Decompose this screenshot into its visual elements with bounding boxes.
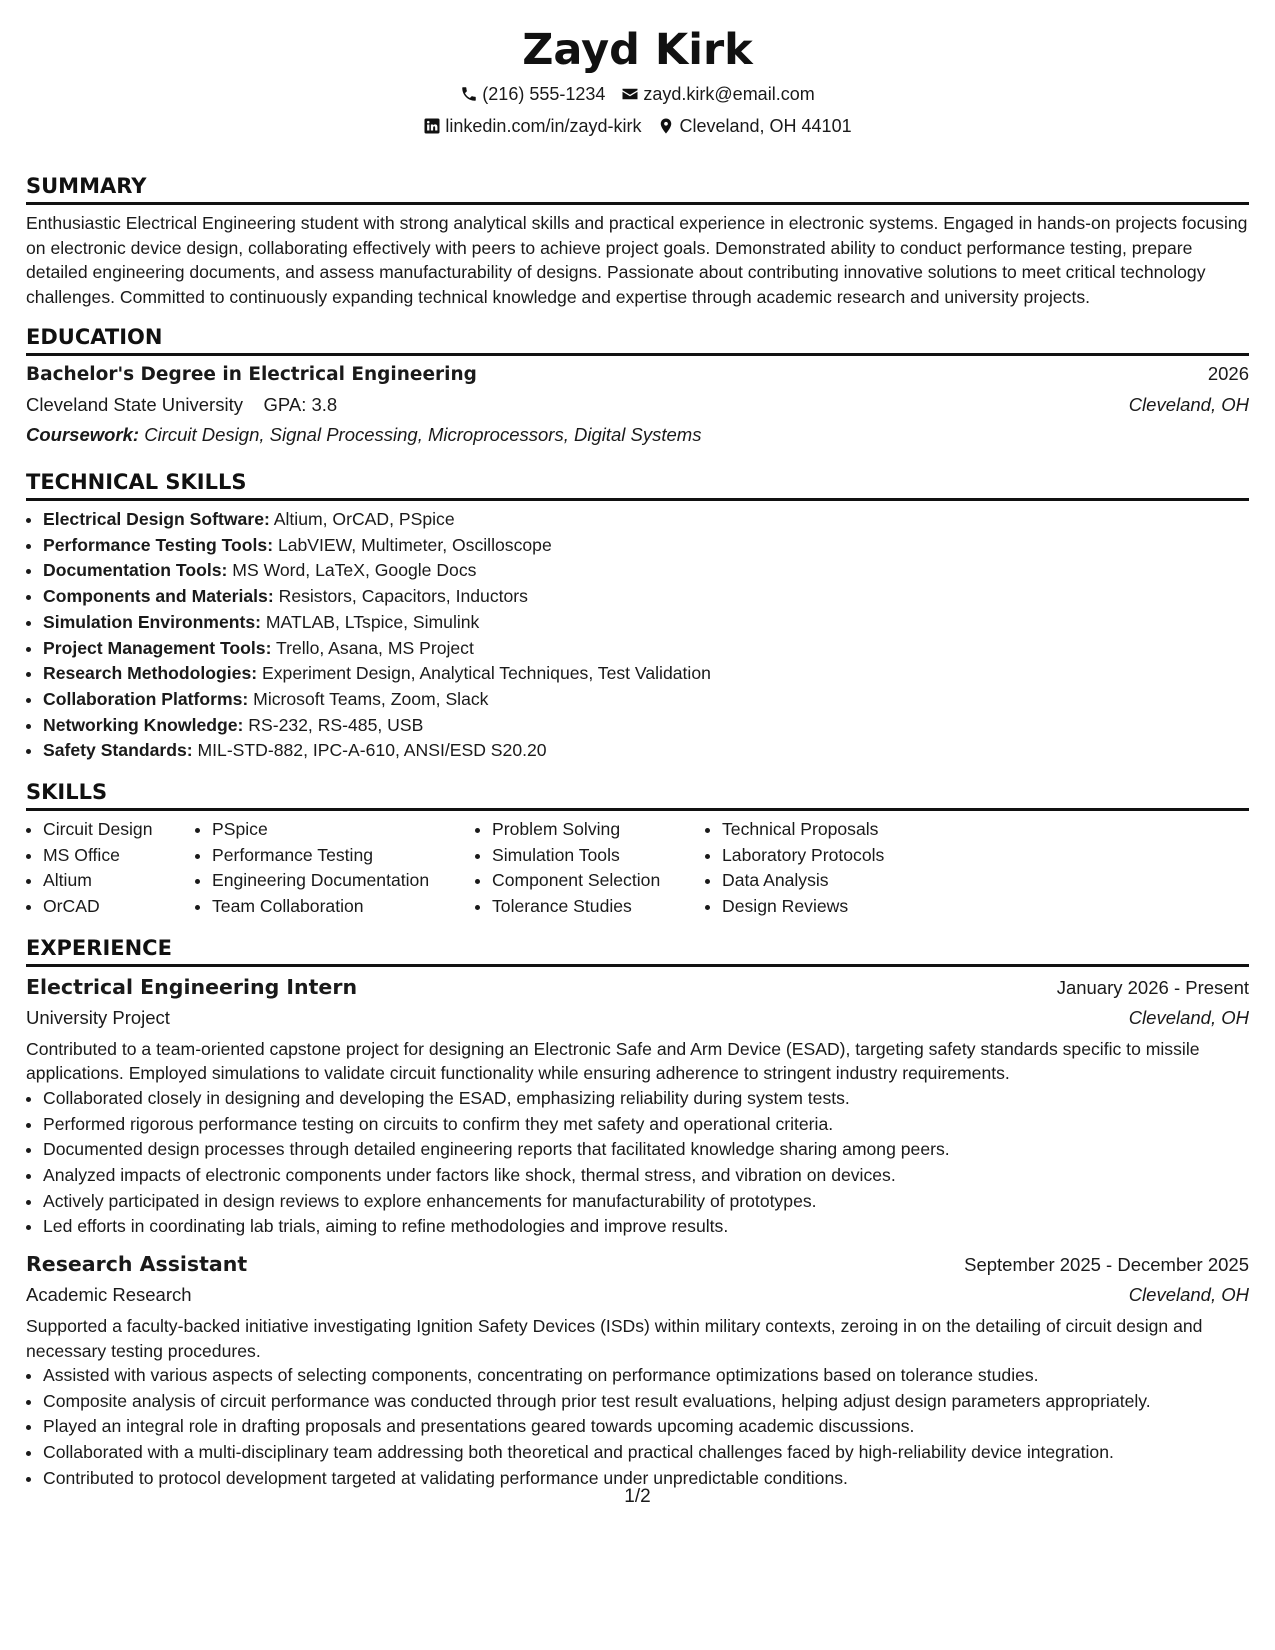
contact-row-1 — [26, 80, 1249, 108]
technical-skills-section — [26, 468, 1249, 764]
location-text: Cleveland, OH 44101 — [679, 116, 852, 136]
list-item — [43, 738, 1249, 764]
summary-text: Enthusiastic Electrical Engineering student with strong analytical skills and practical experience in electronic systems. Engaged in hands-on projects focusing on electronic device design, collaborating effectively with peers to achieve project goals. Demonstrated ability to conduct performance testing, prepare detailed engineering documents, and assess manufacturability of designs. Passionate about contributing innovative solutions to meet critical technology challenges. Committed to continuously expanding technical knowledge and expertise through academic research and university projects. — [26, 213, 1248, 307]
list-item: • Data Analysis — [722, 868, 962, 894]
job-location: Cleveland, OH — [1128, 1006, 1249, 1028]
map-pin-icon — [657, 117, 675, 135]
list-item: • MS Office — [43, 843, 195, 869]
list-item: • Tolerance Studies — [492, 894, 705, 920]
list-item — [43, 713, 1249, 739]
list-item: • PSpice — [212, 817, 475, 843]
skills-column-3 — [475, 817, 705, 920]
list-item: • Collaborated with a multi-disciplinary team addressing both theoretical and practical challenges faced by high-reliability device integration. — [43, 1440, 1249, 1466]
skill-values: RS-232, RS-485, USB — [248, 714, 424, 735]
job-bullets — [26, 1086, 1249, 1240]
job-description: Contributed to a team-oriented capstone project for designing an Electronic Safe and Arm Device (ESAD), targeting safety standards specific to missile applications. Employed simulations to validate circuit functionality while ensuring adherence to stringent industry requirements. — [26, 1038, 1200, 1084]
experience-section — [26, 934, 1249, 1492]
skills-section — [26, 778, 1249, 920]
section-title-summary: SUMMARY — [26, 172, 1249, 205]
list-item — [43, 661, 1249, 687]
skill-category: Collaboration Platforms: — [43, 688, 249, 709]
list-item: • Led efforts in coordinating lab trials, aiming to refine methodologies and improve results. — [43, 1214, 1249, 1240]
list-item: • OrCAD — [43, 894, 195, 920]
skill-values: LabVIEW, Multimeter, Oscilloscope — [277, 534, 552, 555]
list-item: • Documented design processes through detailed engineering reports that facilitated knowledge sharing among peers. — [43, 1137, 1249, 1163]
list-item: • Analyzed impacts of electronic components under factors like shock, thermal stress, and vibration on devices. — [43, 1163, 1249, 1189]
job-title: Research Assistant — [26, 1252, 248, 1277]
skills-column-4 — [705, 817, 962, 920]
job-org-row — [26, 1003, 1249, 1033]
section-title-experience: EXPERIENCE — [26, 934, 1249, 967]
skill-values: Experiment Design, Analytical Techniques, Test Validation — [262, 663, 711, 684]
list-item: • Played an integral role in drafting proposals and presentations geared towards upcoming academic discussions. — [43, 1414, 1249, 1440]
section-title-skills: SKILLS — [26, 778, 1249, 811]
coursework-list: Circuit Design, Signal Processing, Microprocessors, Digital Systems — [144, 424, 702, 445]
list-item: • Assisted with various aspects of selecting components, concentrating on performance optimizations based on tolerance studies. — [43, 1363, 1249, 1389]
skill-category: Components and Materials: — [43, 586, 274, 607]
page-number: 1/2 — [624, 1486, 651, 1507]
linkedin-contact[interactable] — [423, 112, 641, 140]
job-organization: University Project — [26, 1006, 170, 1028]
list-item: • Composite analysis of circuit performance was conducted through prior test result evaluations, helping adjust design parameters appropriately. — [43, 1389, 1249, 1415]
school-name: Cleveland State University — [26, 394, 243, 415]
phone-icon — [460, 85, 478, 103]
skill-values: Microsoft Teams, Zoom, Slack — [253, 688, 489, 709]
linkedin-icon — [423, 117, 441, 135]
skill-values: Altium, OrCAD, PSpice — [273, 509, 455, 529]
education-section — [26, 323, 1249, 450]
list-item: • Actively participated in design reviews to explore enhancements for manufacturability of prototypes. — [43, 1189, 1249, 1215]
location-contact — [657, 112, 851, 140]
list-item: • Collaborated closely in designing and developing the ESAD, emphasizing reliability during system tests. — [43, 1086, 1249, 1112]
list-item — [43, 584, 1249, 610]
skill-values: Trello, Asana, MS Project — [276, 637, 474, 658]
job-entry — [26, 971, 1249, 1240]
job-dates: January 2026 - Present — [1056, 976, 1249, 998]
list-item: • Laboratory Protocols — [722, 843, 962, 869]
skills-column-1 — [26, 817, 195, 920]
job-title: Electrical Engineering Intern — [26, 974, 358, 999]
skill-category: Research Methodologies: — [43, 663, 258, 684]
graduation-year: 2026 — [1207, 363, 1249, 384]
list-item — [43, 610, 1249, 636]
school-info — [26, 390, 337, 420]
job-header-row — [26, 1248, 1249, 1280]
contact-row-2 — [26, 112, 1249, 140]
list-item: • Design Reviews — [722, 894, 962, 920]
list-item: • Performance Testing — [212, 843, 475, 869]
email-text: zayd.kirk@email.com — [643, 84, 815, 104]
list-item: • Technical Proposals — [722, 817, 962, 843]
education-degree-row — [26, 360, 1249, 390]
technical-skills-list — [26, 507, 1249, 764]
list-item: • Performed rigorous performance testing on circuits to confirm they met safety and operational criteria. — [43, 1112, 1249, 1138]
email-contact[interactable] — [621, 80, 814, 108]
summary-section — [26, 172, 1249, 309]
skills-grid — [26, 817, 1249, 920]
job-org-row — [26, 1280, 1249, 1310]
section-title-education: EDUCATION — [26, 323, 1249, 356]
skills-column-2 — [195, 817, 475, 920]
school-location: Cleveland, OH — [1128, 394, 1249, 415]
list-item — [43, 507, 1249, 533]
list-item — [43, 687, 1249, 713]
list-item: • Problem Solving — [492, 817, 705, 843]
resume-header — [26, 22, 1249, 140]
job-location: Cleveland, OH — [1128, 1284, 1249, 1306]
phone-contact[interactable] — [460, 80, 605, 108]
list-item — [43, 533, 1249, 559]
list-item — [43, 558, 1249, 584]
coursework-label: Coursework: — [26, 424, 140, 445]
skill-category: Networking Knowledge: — [43, 714, 244, 735]
skill-category: Simulation Environments: — [43, 611, 261, 632]
gpa: GPA: 3.8 — [263, 394, 338, 415]
job-dates: September 2025 - December 2025 — [964, 1254, 1249, 1276]
list-item: • Altium — [43, 868, 195, 894]
skill-category: Documentation Tools: — [43, 560, 228, 581]
linkedin-text: linkedin.com/in/zayd-kirk — [445, 116, 642, 136]
list-item: • Component Selection — [492, 868, 705, 894]
skill-values: Resistors, Capacitors, Inductors — [278, 586, 528, 607]
list-item — [43, 636, 1249, 662]
skill-values: MIL-STD-882, IPC-A-610, ANSI/ESD S20.20 — [197, 740, 547, 761]
list-item: • Contributed to protocol development targeted at validating performance under unpredictable conditions. — [43, 1466, 1249, 1492]
degree-title: Bachelor's Degree in Electrical Engineering — [26, 364, 477, 385]
skill-category: Project Management Tools: — [43, 637, 272, 658]
job-bullets — [26, 1363, 1249, 1492]
skill-category: Electrical Design Software: — [43, 509, 270, 529]
list-item: • Circuit Design — [43, 817, 195, 843]
envelope-icon — [621, 85, 639, 103]
list-item: • Engineering Documentation — [212, 868, 475, 894]
education-school-row — [26, 390, 1249, 420]
skill-values: MS Word, LaTeX, Google Docs — [232, 560, 477, 581]
section-title-technical-skills: TECHNICAL SKILLS — [26, 468, 1249, 501]
job-entry — [26, 1248, 1249, 1492]
skill-values: MATLAB, LTspice, Simulink — [265, 611, 480, 632]
resume-page — [26, 0, 1249, 1492]
list-item: • Team Collaboration — [212, 894, 475, 920]
list-item: • Simulation Tools — [492, 843, 705, 869]
job-header-row — [26, 971, 1249, 1003]
skill-category: Performance Testing Tools: — [43, 534, 274, 555]
coursework-line — [26, 420, 1249, 450]
candidate-name: Zayd Kirk — [522, 25, 753, 75]
job-description: Supported a faculty-backed initiative investigating Ignition Safety Devices (ISDs) within military contexts, zeroing in on the detailing of circuit design and necessary testing procedures. — [26, 1316, 1203, 1361]
skill-category: Safety Standards: — [43, 740, 193, 761]
phone-text: (216) 555-1234 — [482, 84, 606, 104]
job-organization: Academic Research — [26, 1284, 192, 1306]
